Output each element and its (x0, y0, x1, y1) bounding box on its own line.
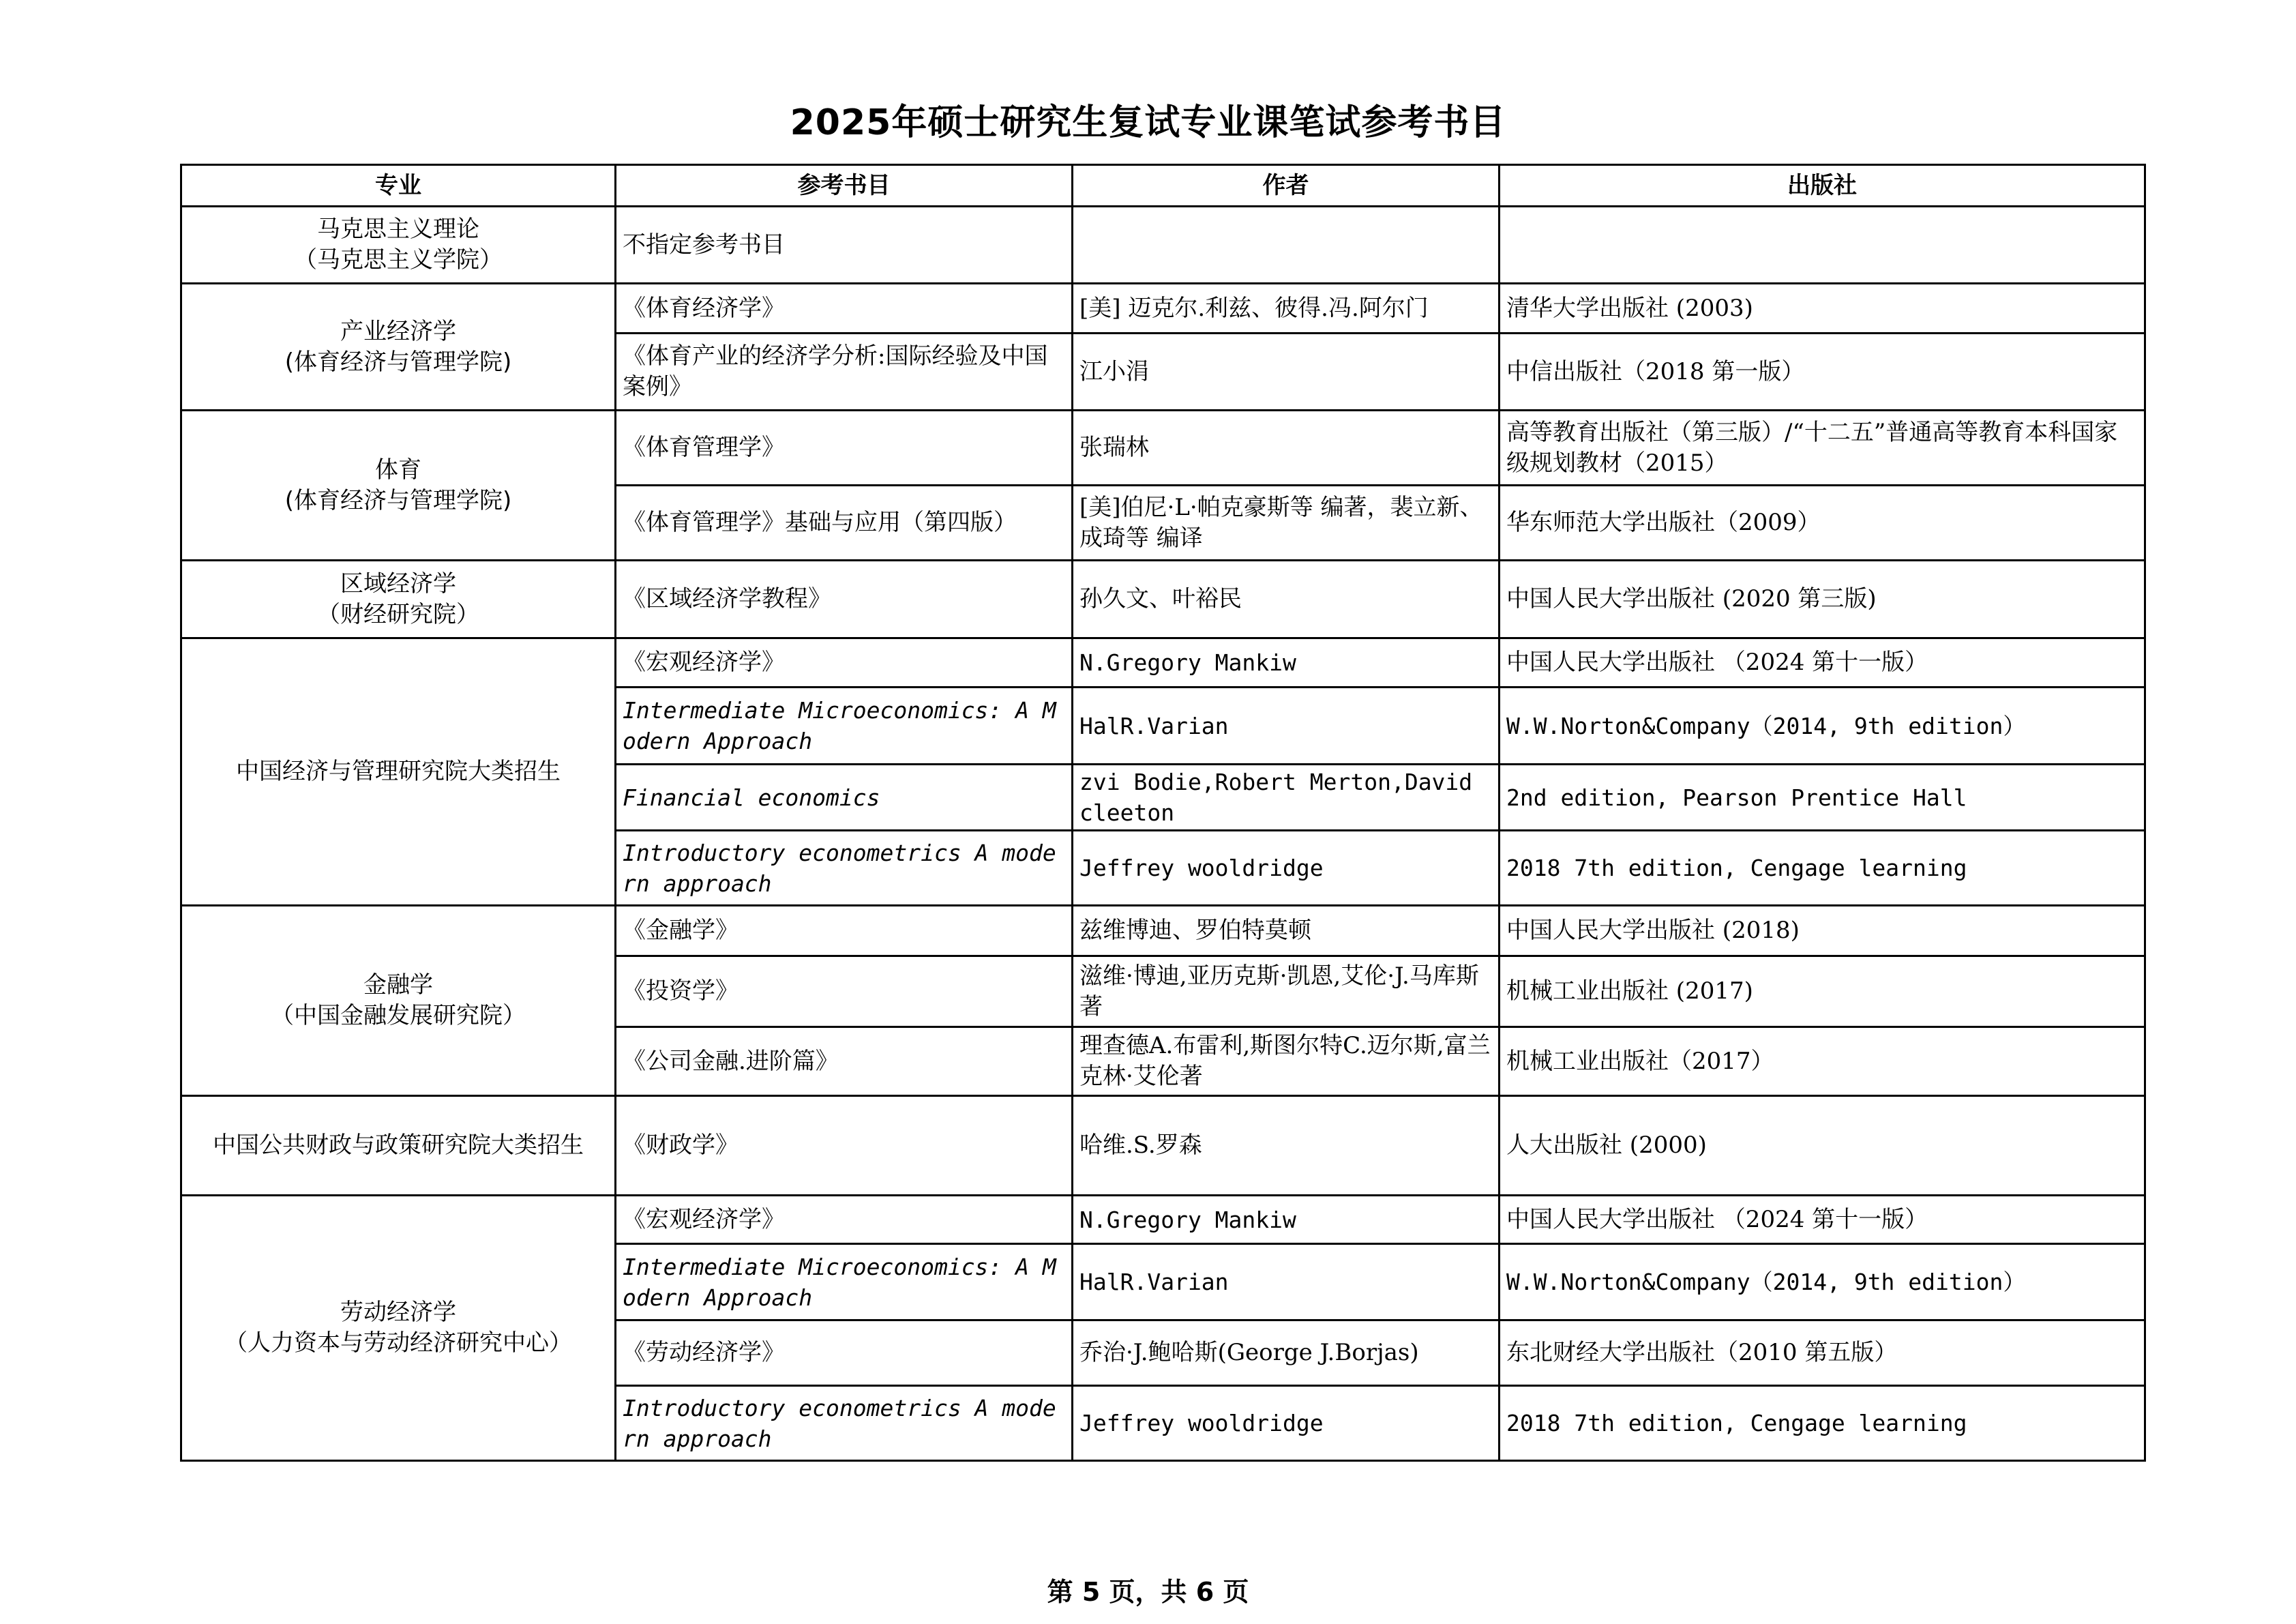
book-publisher: 中信出版社（2018 第一版） (1500, 334, 2145, 411)
book-author: zvi Bodie,Robert Merton,David cleeton (1073, 765, 1500, 831)
book-title: Intermediate Microeconomics: A Modern Approach (616, 688, 1073, 765)
book-title: 《体育管理学》基础与应用（第四版） (616, 486, 1073, 561)
major-name: 马克思主义理论 (317, 216, 479, 243)
table-row (181, 1196, 2145, 1244)
major-cell (181, 638, 616, 906)
major-name: 区域经济学 (340, 570, 456, 597)
book-author: 兹维博迪、罗伯特莫顿 (1073, 906, 1500, 956)
book-title: 《投资学》 (616, 956, 1073, 1027)
major-cell (181, 284, 616, 411)
reference-books-table (180, 164, 2146, 1462)
book-publisher: W.W.Norton&Company（2014, 9th edition） (1500, 1244, 2145, 1320)
major-name: 中国经济与管理研究院大类招生 (236, 758, 561, 785)
major-cell (181, 906, 616, 1096)
book-author: 乔治·J.鲍哈斯(George J.Borjas) (1073, 1320, 1500, 1386)
book-author: [美] 迈克尔.利兹、彼得.冯.阿尔门 (1073, 284, 1500, 334)
book-author: N.Gregory Mankiw (1073, 638, 1500, 688)
book-author: 张瑞林 (1073, 411, 1500, 486)
book-title: 《公司金融.进阶篇》 (616, 1027, 1073, 1096)
column-header-books: 参考书目 (616, 165, 1073, 207)
book-publisher: W.W.Norton&Company（2014, 9th edition） (1500, 688, 2145, 765)
major-department: （财经研究院） (317, 600, 479, 628)
major-name: 金融学 (363, 971, 433, 999)
major-name: 体育 (375, 456, 421, 484)
column-header-major: 专业 (181, 165, 616, 207)
book-author: 哈维.S.罗森 (1073, 1096, 1500, 1196)
book-publisher: 清华大学出版社 (2003) (1500, 284, 2145, 334)
book-publisher: 中国人民大学出版社 (2020 第三版) (1500, 561, 2145, 638)
page-title: 2025年硕士研究生复试专业课笔试参考书目 (790, 102, 1506, 143)
major-cell (181, 1096, 616, 1196)
book-author: N.Gregory Mankiw (1073, 1196, 1500, 1244)
book-title: 《宏观经济学》 (616, 638, 1073, 688)
book-title: 《体育管理学》 (616, 411, 1073, 486)
book-title: 《财政学》 (616, 1096, 1073, 1196)
table-row (181, 638, 2145, 688)
book-author: 滋维·博迪,亚历克斯·凯恩,艾伦·J.马库斯著 (1073, 956, 1500, 1027)
major-cell (181, 561, 616, 638)
table-row (181, 284, 2145, 334)
book-author: [美]伯尼·L·帕克豪斯等 编著，裴立新、成琦等 编译 (1073, 486, 1500, 561)
book-title: Introductory econometrics A modern approach (616, 831, 1073, 906)
book-title: 《体育经济学》 (616, 284, 1073, 334)
major-cell (181, 411, 616, 561)
major-cell (181, 207, 616, 284)
book-publisher (1500, 207, 2145, 284)
major-name: 产业经济学 (340, 317, 456, 345)
table-row (181, 411, 2145, 486)
book-title: 不指定参考书目 (616, 207, 1073, 284)
major-department: (体育经济与管理学院) (284, 348, 512, 376)
column-header-publisher: 出版社 (1500, 165, 2145, 207)
book-author: 孙久文、叶裕民 (1073, 561, 1500, 638)
book-publisher: 东北财经大学出版社（2010 第五版） (1500, 1320, 2145, 1386)
table-row (181, 1096, 2145, 1196)
table-row (181, 561, 2145, 638)
book-publisher: 2018 7th edition, Cengage learning (1500, 831, 2145, 906)
book-publisher: 机械工业出版社（2017） (1500, 1027, 2145, 1096)
major-cell (181, 1196, 616, 1461)
book-author: 理查德A.布雷利,斯图尔特C.迈尔斯,富兰克林·艾伦著 (1073, 1027, 1500, 1096)
book-title: Intermediate Microeconomics: A Modern Approach (616, 1244, 1073, 1320)
book-author: Jeffrey wooldridge (1073, 831, 1500, 906)
book-author (1073, 207, 1500, 284)
book-publisher: 机械工业出版社 (2017) (1500, 956, 2145, 1027)
major-department: （人力资本与劳动经济研究中心） (224, 1329, 572, 1357)
book-author: HalR.Varian (1073, 1244, 1500, 1320)
book-publisher: 中国人民大学出版社 （2024 第十一版） (1500, 1196, 2145, 1244)
book-publisher: 中国人民大学出版社 (2018) (1500, 906, 2145, 956)
column-header-author: 作者 (1073, 165, 1500, 207)
book-publisher: 2nd edition, Pearson Prentice Hall (1500, 765, 2145, 831)
major-department: (体育经济与管理学院) (284, 486, 512, 514)
major-department: （中国金融发展研究院） (271, 1002, 526, 1029)
book-publisher: 人大出版社 (2000) (1500, 1096, 2145, 1196)
book-author: HalR.Varian (1073, 688, 1500, 765)
book-title: Financial economics (616, 765, 1073, 831)
book-title: Introductory econometrics A modern approach (616, 1386, 1073, 1461)
book-title: 《体育产业的经济学分析:国际经验及中国案例》 (616, 334, 1073, 411)
book-publisher: 华东师范大学出版社（2009） (1500, 486, 2145, 561)
book-publisher: 高等教育出版社（第三版）/“十二五”普通高等教育本科国家级规划教材（2015） (1500, 411, 2145, 486)
book-publisher: 2018 7th edition, Cengage learning (1500, 1386, 2145, 1461)
page-number-footer: 第 5 页，共 6 页 (1047, 1577, 1249, 1607)
book-author: Jeffrey wooldridge (1073, 1386, 1500, 1461)
table-row (181, 906, 2145, 956)
major-name: 劳动经济学 (340, 1299, 456, 1326)
major-department: （马克思主义学院） (294, 246, 503, 274)
book-title: 《宏观经济学》 (616, 1196, 1073, 1244)
book-publisher: 中国人民大学出版社 （2024 第十一版） (1500, 638, 2145, 688)
major-name: 中国公共财政与政策研究院大类招生 (213, 1132, 584, 1159)
book-title: 《区域经济学教程》 (616, 561, 1073, 638)
book-title: 《金融学》 (616, 906, 1073, 956)
header-row (181, 165, 2145, 207)
book-author: 江小涓 (1073, 334, 1500, 411)
table-row (181, 207, 2145, 284)
book-title: 《劳动经济学》 (616, 1320, 1073, 1386)
